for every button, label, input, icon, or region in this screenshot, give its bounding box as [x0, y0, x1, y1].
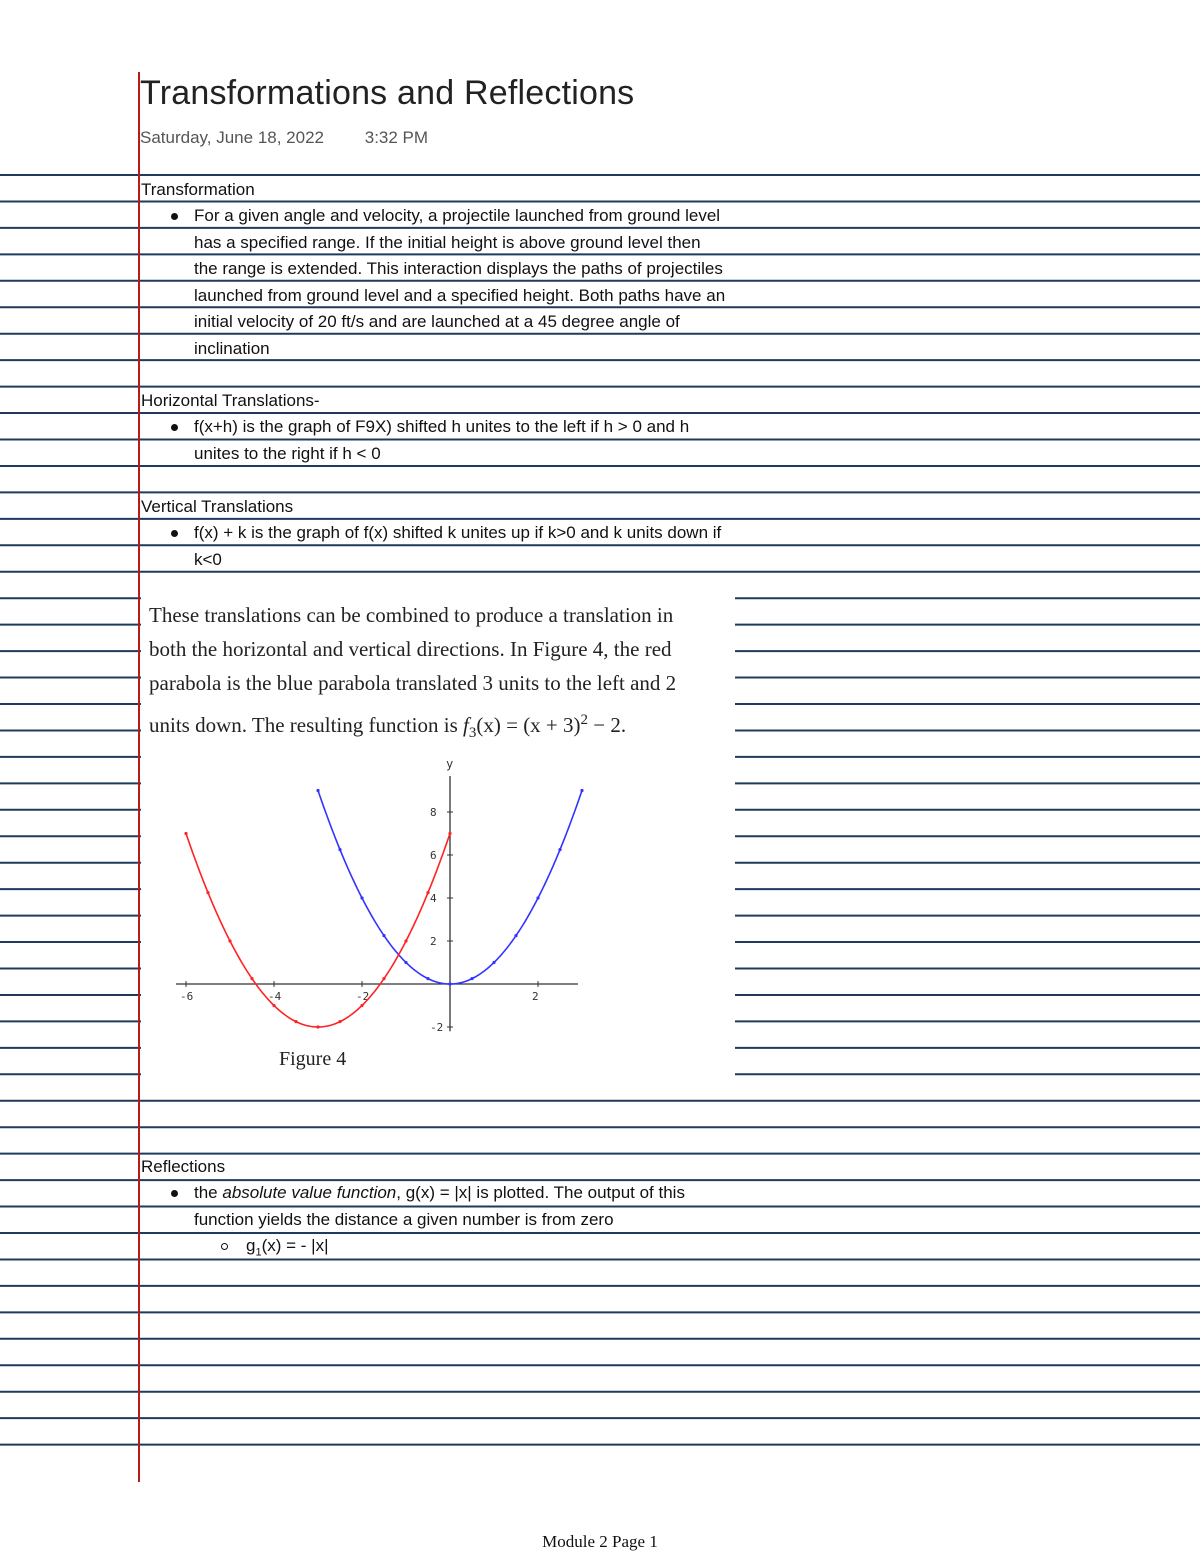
data-point [580, 789, 583, 792]
data-point [228, 939, 231, 942]
figure-text-line: parabola is the blue parabola translated 3 units to the left and 2 [149, 671, 677, 695]
data-point [338, 848, 341, 851]
x-tick-label: 2 [532, 990, 539, 1003]
data-point [250, 977, 253, 980]
data-point [382, 977, 385, 980]
sub-g: g [246, 1236, 256, 1255]
x-tick-label: -6 [180, 990, 194, 1003]
section-horizontal [141, 388, 320, 415]
bullet-line: inclination [194, 338, 270, 358]
formula-f: f [463, 713, 469, 737]
horizontal-bullet [194, 414, 689, 467]
data-point [338, 1020, 341, 1023]
x-tick-label: -4 [268, 990, 282, 1003]
data-point [316, 789, 319, 792]
bullet-italic: absolute value function [222, 1183, 397, 1202]
bullet-line: function yields the distance a given number is from zero [194, 1209, 614, 1229]
bullet-line: has a specified range. If the initial height is above ground level then [194, 232, 701, 252]
bullet-line: k<0 [194, 549, 222, 569]
data-point [514, 934, 517, 937]
data-point [316, 1025, 319, 1028]
bullet-icon [171, 1190, 178, 1197]
bullet-line [194, 1180, 685, 1207]
note-datetime [140, 128, 428, 148]
y-tick-label: 6 [430, 849, 437, 862]
note-date: Saturday, June 18, 2022 [140, 128, 324, 147]
reflections-bullet [194, 1180, 685, 1233]
bullet-line: initial velocity of 20 ft/s and are launched at a 45 degree angle of [194, 312, 680, 331]
bullet-line: the range is extended. This interaction displays the paths of projectiles [194, 259, 723, 278]
data-point [448, 832, 451, 835]
y-tick-label: -2 [430, 1021, 444, 1034]
formula-prefix: units down. The resulting function is [149, 713, 464, 737]
data-point [536, 896, 539, 899]
section-heading: Transformation [141, 180, 255, 199]
bullet-prefix: the [194, 1183, 223, 1202]
bullet-icon [171, 424, 178, 431]
data-point [558, 848, 561, 851]
formula-sup: 2 [580, 712, 589, 728]
y-axis-label: y [446, 757, 454, 771]
bullet-line: f(x+h) is the graph of F9X) shifted h unites to the left if h > 0 and h [194, 417, 690, 436]
data-point [360, 896, 363, 899]
y-tick-label: 2 [430, 935, 437, 948]
bullet-icon [171, 530, 178, 537]
figure-text-line [149, 700, 676, 750]
figure-text-line: both the horizontal and vertical directions. In Figure 4, the red [149, 637, 672, 661]
sub-bullet-icon [221, 1243, 228, 1250]
margin-line [138, 72, 140, 1482]
data-point [404, 939, 407, 942]
series-line [186, 834, 450, 1028]
section-vertical [141, 494, 293, 521]
data-point [206, 891, 209, 894]
sub-index: 1 [255, 1246, 262, 1259]
y-tick-label: 8 [430, 806, 437, 819]
figure-caption: Figure 4 [279, 1048, 347, 1070]
pasted-figure [141, 594, 735, 1084]
data-point [272, 1004, 275, 1007]
y-tick-label: 4 [430, 892, 437, 905]
data-point [470, 977, 473, 980]
bullet-line: For a given angle and velocity, a projectile launched from ground level [194, 206, 721, 225]
bullet-line: launched from ground level and a specified height. Both paths have an [194, 285, 726, 305]
data-point [426, 977, 429, 980]
figure-text-line: These translations can be combined to produce a translation in [149, 603, 674, 627]
section-reflections [141, 1154, 225, 1181]
data-point [426, 891, 429, 894]
transformation-bullet [194, 203, 725, 362]
data-point [360, 1004, 363, 1007]
bullet-line: f(x) + k is the graph of f(x) shifted k unites up if k>0 and k units down if [194, 523, 722, 542]
bullet-suffix: , g(x) = |x| is plotted. The output of this [396, 1183, 685, 1202]
bullet-icon [171, 213, 178, 220]
formula-end: − 2. [588, 713, 627, 737]
reflections-sub-bullet [246, 1233, 329, 1260]
x-tick-label: -2 [356, 990, 370, 1003]
formula-sub: 3 [468, 725, 477, 742]
data-point [382, 934, 385, 937]
sub-bullet-line [246, 1233, 329, 1260]
vertical-bullet [194, 520, 721, 573]
page-title: Transformations and Reflections [140, 74, 635, 112]
page-footer: Module 2 Page 1 [542, 1532, 658, 1551]
section-heading: Horizontal Translations- [141, 391, 320, 410]
data-point [492, 961, 495, 964]
data-point [404, 961, 407, 964]
figure-4-chart [166, 754, 586, 1044]
formula-mid: (x) = (x + 3) [476, 713, 581, 737]
data-point [294, 1020, 297, 1023]
bullet-line: unites to the right if h < 0 [194, 443, 381, 463]
sub-rest: (x) = - |x| [261, 1236, 329, 1255]
section-heading: Vertical Translations [141, 497, 294, 516]
data-point [448, 982, 451, 985]
data-point [184, 832, 187, 835]
note-time: 3:32 PM [364, 128, 429, 147]
figure-text [149, 598, 676, 750]
section-heading: Reflections [141, 1157, 226, 1176]
section-transformation [141, 177, 255, 204]
